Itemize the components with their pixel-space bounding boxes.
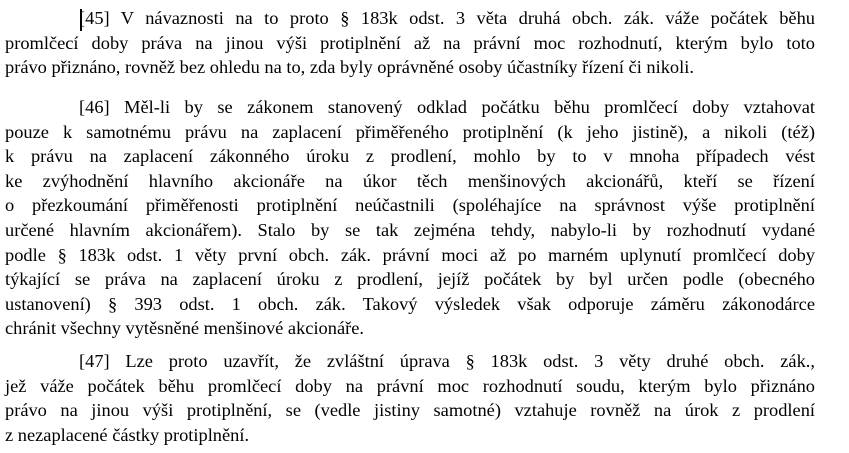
paragraph-line: podle § 183k odst. 1 věty první obch. zák. právní moci až po marném uplynutí promlčecí doby <box>5 244 815 265</box>
paragraph-46 <box>5 95 815 341</box>
paragraph-line: k právu na zaplacení zákonného úroku z prodlení, mohlo by to v mnoha případech vést <box>5 146 815 167</box>
paragraph-line: z nezaplacené částky protiplnění. <box>5 424 250 445</box>
paragraph-line: jež váže počátek běhu promlčecí doby na právní moc rozhodnutí soudu, kterým bylo přiznáno <box>5 375 815 396</box>
paragraph-line: [46] Měl-li by se zákonem stanovený odklad počátku běhu promlčecí doby vztahovat <box>79 97 815 117</box>
paragraph-line: právo přiznáno, rovněž bez ohledu na to, zda byly oprávněné osoby účastníky řízení či nikoli. <box>5 57 694 78</box>
paragraph-line: [45] V návaznosti na to proto § 183k odst. 3 věta druhá obch. zák. váže počátek běhu <box>79 8 815 28</box>
paragraph-line: [47] Lze proto uzavřít, že zvláštní úprava § 183k odst. 3 věty druhé obch. zák., <box>79 351 815 371</box>
paragraph-line: promlčecí doby práva na jinou výši protiplnění až na právní moc rozhodnutí, kterým bylo toto <box>5 32 815 53</box>
paragraph-line: ustanovení) § 393 odst. 1 obch. zák. Takový výsledek však odporuje záměru zákonodárce <box>5 293 815 314</box>
paragraph-45 <box>5 6 815 80</box>
paragraph-line: právo na jinou výši protiplnění, se (vedle jistiny samotné) vztahuje rovněž na úrok z prodlení <box>5 400 815 421</box>
paragraph-line: chránit všechny vytěsněné menšinové akcionáře. <box>5 318 364 339</box>
paragraph-47 <box>5 349 815 447</box>
paragraph-line: ke zvýhodnění hlavního akcionáře na úkor těch menšinových akcionářů, kteří se řízení <box>5 170 815 191</box>
paragraph-line: týkající se práva na zaplacení úroku z prodlení, jejíž počátek by byl určen podle (obecného <box>5 269 815 290</box>
paragraph-line: o přezkoumání přiměřenosti protiplnění neúčastnili (spoléhajíce na správnost výše protiplnění <box>5 195 815 216</box>
paragraph-line: určené hlavním akcionářem). Stalo by se tak zejména tehdy, nabylo-li by rozhodnutí vydané <box>5 219 815 240</box>
paragraph-line: pouze k samotnému právu na zaplacení přiměřeného protiplnění (k jeho jistině), a nikoli (též) <box>5 121 815 142</box>
